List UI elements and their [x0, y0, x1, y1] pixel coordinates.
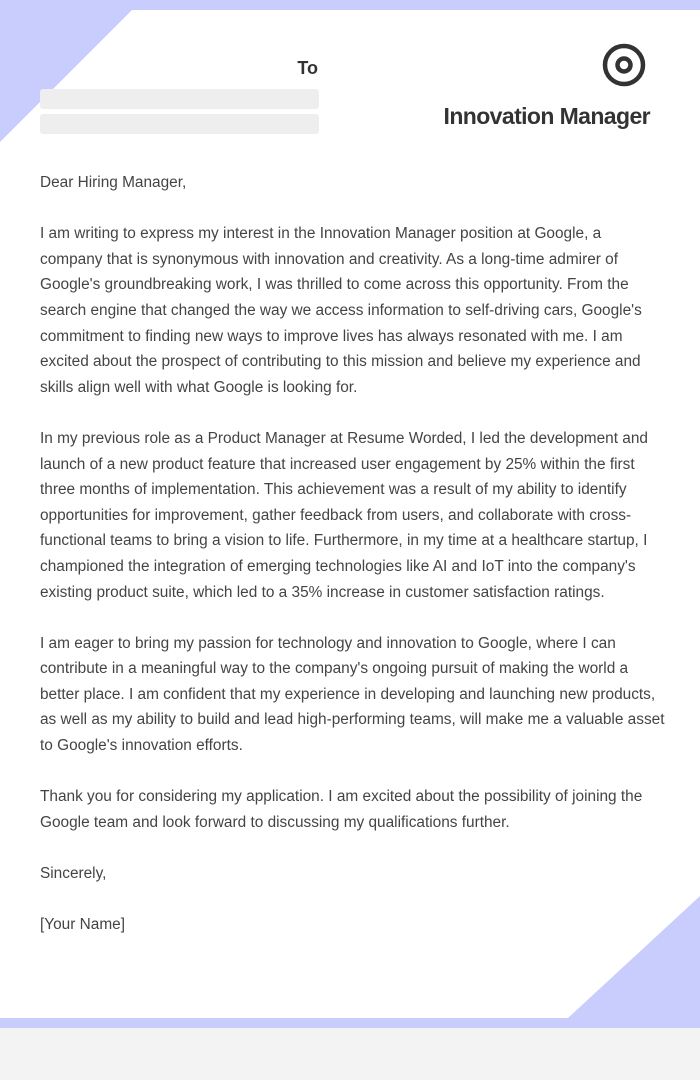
- recipient-placeholder-line-2: [40, 114, 319, 134]
- letter-paragraph: Thank you for considering my application. I am excited about the possibility of joining the Google team and look forward to discussing my qualifications further.: [40, 788, 643, 831]
- letter-body: [40, 170, 665, 963]
- recipient-placeholder-line-1: [40, 89, 319, 109]
- signature: [Your Name]: [40, 916, 125, 934]
- target-icon: [602, 43, 646, 87]
- letter-paragraph: In my previous role as a Product Manager at Resume Worded, I led the development and launch of a new product feature that increased user engagement by 25% within the first three months of implementation. This achievement was a result of my ability to identify opportunities for improvement, gather feedback from users, and collaborate with cross-functional teams to bring a vision to life. Furthermore, in my time at a healthcare startup, I championed the integration of emerging technologies like AI and IoT into the company's existing product suite, which led to a 35% increase in customer satisfaction ratings.: [40, 429, 648, 601]
- to-label: To: [297, 58, 318, 78]
- closing: Sincerely,: [40, 865, 107, 883]
- letter-paragraph: I am eager to bring my passion for technology and innovation to Google, where I can contribute in a meaningful way to the company's ongoing pursuit of making the world a better place. I am confident that my experience in developing and launching new products, as well as my ability to build and lead high-performing teams, will make me a valuable asset to Google's innovation efforts.: [40, 634, 665, 755]
- job-title: Innovation Manager: [443, 103, 650, 129]
- salutation: Dear Hiring Manager,: [40, 174, 187, 191]
- letter-paragraph: I am writing to express my interest in the Innovation Manager position at Google, a company that is synonymous with innovation and creativity. As a long-time admirer of Google's groundbreaking work, I was thrilled to come across this opportunity. From the search engine that changed the way we access information to self-driving cars, Google's commitment to finding new ways to improve lives has always resonated with me. I am excited about the prospect of contributing to this mission and believe my experience and skills align well with what Google is looking for.: [40, 225, 642, 396]
